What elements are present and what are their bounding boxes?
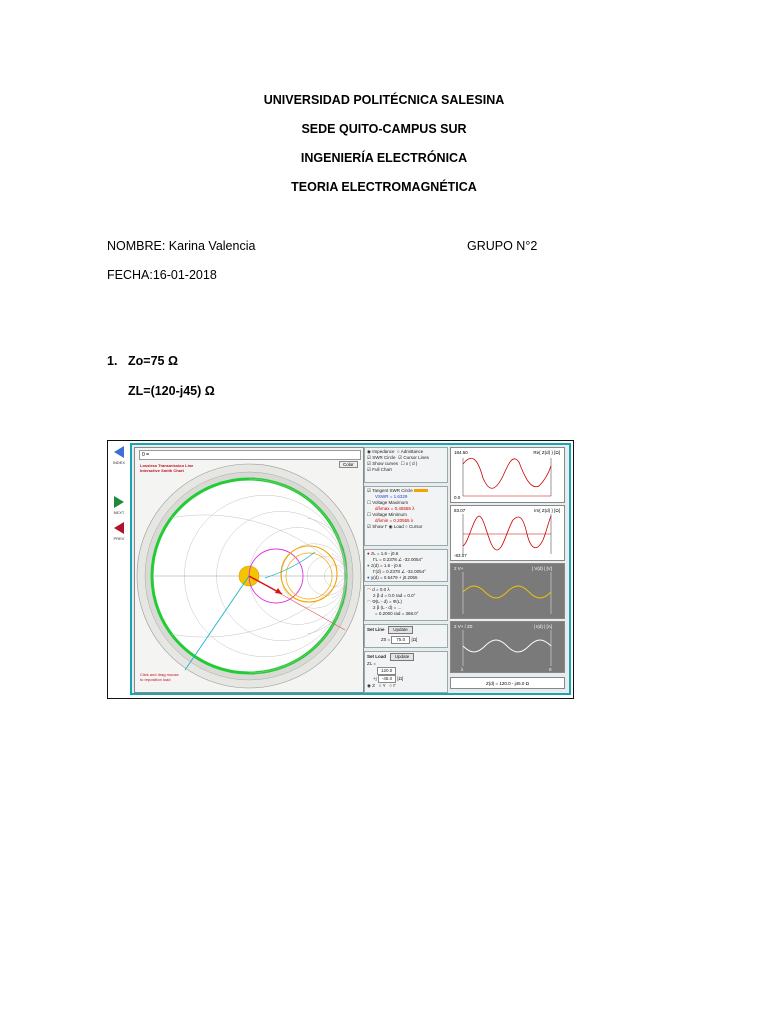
problem-zl: ZL=(120-j45) Ω (128, 384, 215, 398)
gamma-readout-panel (364, 549, 448, 582)
load-dot-icon: ● (367, 551, 370, 556)
re-z-curve (451, 448, 564, 502)
left-arrow-icon (112, 445, 126, 459)
gamma-load: ΓL = 0.2378 ∠ -32.0054° (373, 557, 423, 562)
distance-panel: ◠ d = 0.0 λ 2 β d = 0.0 rad = 0.0° ◠ Φ(L - d) = Φ(L) 2 β (L - d) = ... = 0.2000 rad = 368.0° (364, 585, 448, 621)
zl-normalized: zL = 1.6 - j0.6 (370, 551, 399, 556)
impedance-radio[interactable]: ◉ Impedance (367, 449, 395, 454)
vmin-checkbox[interactable]: ☐ Voltage Minimum (367, 512, 407, 517)
voltage-curve (451, 564, 564, 618)
gamma-d: Γ(d) = 0.2378 ∠ -32.0054° (373, 569, 426, 574)
nav-prev[interactable]: PREV (110, 521, 128, 541)
chart-hint: Click and drag mouse to reposition load (140, 672, 179, 682)
set-line-panel: Set Line Update Z0 = 75.0 [Ω] (364, 624, 448, 648)
z0-input[interactable]: 75.0 (391, 636, 410, 644)
right-arrow-icon (112, 495, 126, 509)
z-d-normalized: z(d) = 1.6 - j0.6 (370, 563, 402, 568)
nav-index[interactable]: INDEX (110, 445, 128, 465)
campus-title: SEDE QUITO-CAMPUS SUR (301, 122, 467, 136)
l-arc-icon: ◠ (367, 599, 371, 604)
set-load-panel: Set Load Update ZL = 120.0 +j -45.0 [Ω] ◉ Z ○ Y ○ Γ (364, 651, 448, 693)
d-arc-icon: ◠ (367, 587, 371, 592)
display-options-panel (364, 447, 448, 483)
swr-panel (364, 486, 448, 546)
smith-chart[interactable] (135, 460, 363, 692)
plot-re-z: 184.50 Re{ Z(d) } [Ω] 0.0 (450, 447, 565, 503)
vmax-checkbox[interactable]: ☐ Voltage Maximum (367, 500, 409, 505)
z-d-readout: Z(d) = 120.0 - j45.0 Ω (450, 677, 565, 689)
career-title: INGENIERÍA ELECTRÓNICA (300, 151, 468, 165)
y-d-normalized: y(d) = 0.5479 + j0.2055 (370, 575, 418, 580)
load-z-radio[interactable]: ◉ Z (367, 683, 375, 688)
problem-number: 1. (107, 354, 118, 368)
applet-window (130, 443, 571, 695)
x-d-checkbox[interactable]: ☐ x ( d ) (400, 461, 418, 466)
cursor-dot-icon: ● (367, 563, 370, 568)
im-z-curve (451, 506, 564, 560)
load-y-radio[interactable]: ○ Y (378, 683, 386, 688)
admittance-dot-icon: ● (367, 575, 370, 580)
show-gamma-checkbox[interactable]: ☑ Show Γ (367, 524, 388, 529)
zl-imag-input[interactable]: -45.0 (378, 675, 396, 683)
problem-z0: Zo=75 Ω (128, 354, 178, 368)
line-update-button[interactable]: Update (388, 626, 413, 634)
plot-voltage: 2 V+ | V(d) | [V] (450, 563, 565, 619)
swr-color-swatch (414, 489, 428, 492)
full-chart-checkbox[interactable]: ☑ Full Chart (367, 467, 392, 472)
student-name: NOMBRE: Karina Valencia (107, 239, 256, 253)
group-number: GRUPO N°2 (467, 239, 538, 253)
plot-current: 2 V+ / Z0 | I(d) | [A] λ 0 (450, 621, 565, 673)
cursor-lines-checkbox[interactable]: ☑ Cursor Lines (398, 455, 429, 460)
plot-im-z: 83.07 Im{ Z(d) } [Ω] -83.07 (450, 505, 565, 561)
load-update-button[interactable]: Update (390, 653, 415, 661)
smith-chart-figure (107, 440, 574, 699)
cursor-radio[interactable]: ○ Cursor (405, 524, 423, 529)
vswr-value: VSWR = 1.6329 (375, 494, 408, 499)
color-button[interactable]: Color (339, 461, 358, 468)
dmax-value: d/λmax = 0.45555 λ (375, 506, 415, 511)
current-curve (451, 622, 564, 672)
dmin-value: d/λmin = 0.20555 λ (375, 518, 414, 523)
zl-real-input[interactable]: 120.0 (377, 667, 396, 675)
show-curves-checkbox[interactable]: ☑ Show curves (367, 461, 399, 466)
smith-chart-panel (134, 447, 364, 693)
admittance-radio[interactable]: ○ Admittance (396, 449, 424, 454)
nav-next[interactable]: NEXT (110, 495, 128, 515)
university-title: UNIVERSIDAD POLITÉCNICA SALESINA (263, 93, 505, 107)
load-gamma-radio[interactable]: ○ Γ (389, 683, 396, 688)
load-radio[interactable]: ◉ Load (388, 524, 404, 529)
chart-title: Lossless Transmission Line Interactive Smith Chart (140, 463, 194, 473)
tangent-swr-checkbox[interactable]: ☑ Tangent SWR Circle (367, 488, 413, 493)
left-arrow-icon (112, 521, 126, 535)
distance-slider[interactable]: 0 = (139, 450, 361, 460)
date: FECHA:16-01-2018 (107, 268, 217, 282)
subject-title: TEORIA ELECTROMAGNÉTICA (291, 180, 477, 194)
swr-circle-checkbox[interactable]: ☑ SWR Circle (367, 455, 396, 460)
